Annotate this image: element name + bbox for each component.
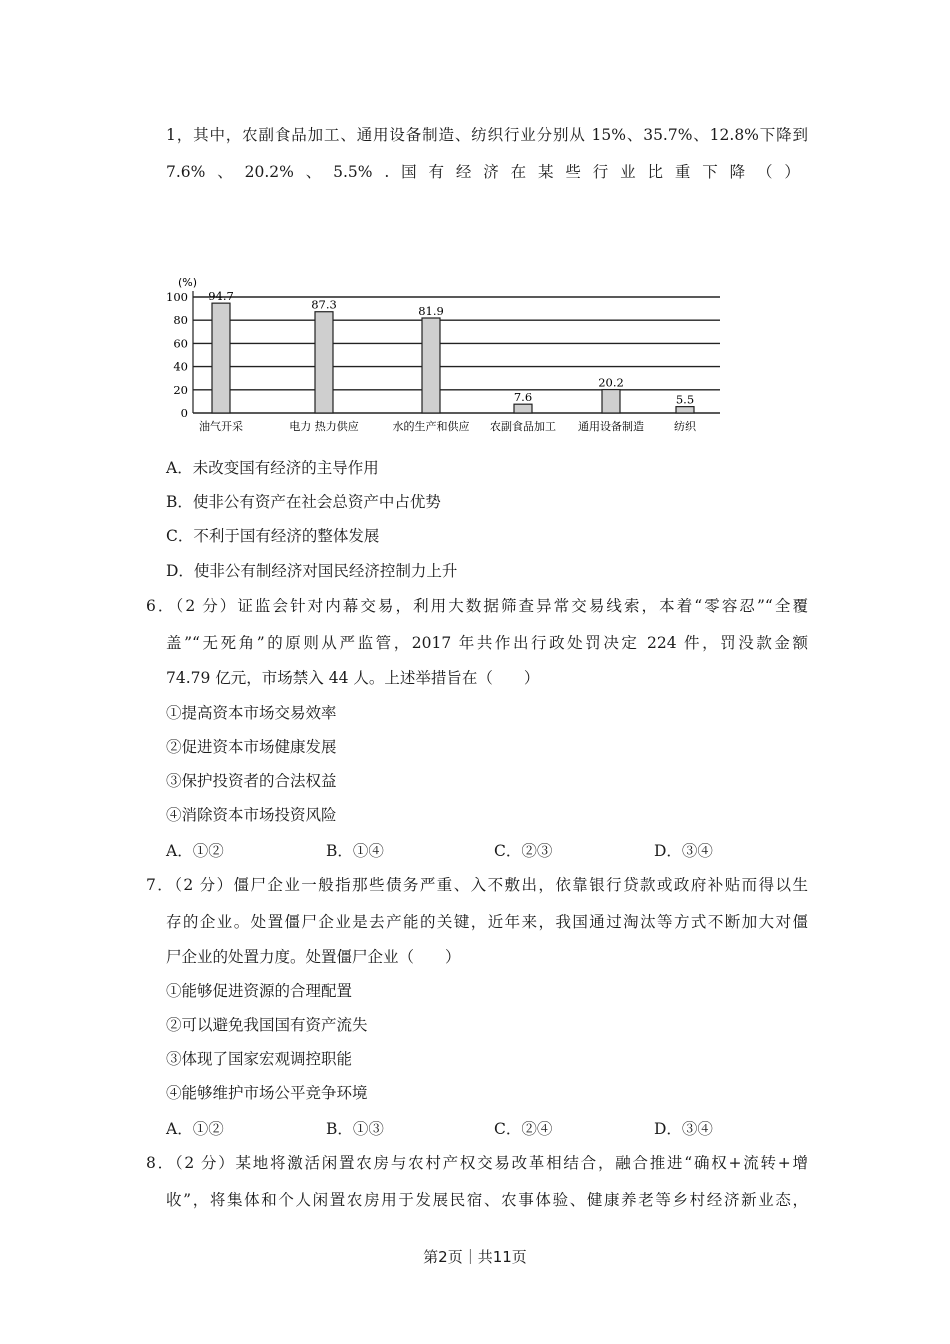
q7-item-4: ④能够维护市场公平竞争环境 <box>166 1084 368 1102</box>
bar-chart <box>160 270 730 440</box>
y-tick-label: 100 <box>166 290 188 304</box>
x-category-label: 水的生产和供应 <box>392 420 470 433</box>
q5-option-b: B．使非公有资产在社会总资产中占优势 <box>166 493 441 511</box>
intro-line-2-part: 济 <box>483 163 499 181</box>
q7-choice-c: C．②④ <box>494 1120 553 1138</box>
bar <box>514 404 532 413</box>
q7-item-1: ①能够促进资源的合理配置 <box>166 982 353 1000</box>
intro-line-2-part: 7.6% <box>166 163 206 181</box>
y-tick-label: 20 <box>173 382 188 397</box>
intro-line-2-part: 比 <box>647 163 664 181</box>
page-footer: 第2页｜共11页 <box>423 1248 527 1266</box>
y-axis-unit-label: (%) <box>178 276 198 289</box>
bar-value-label: 20.2 <box>598 375 624 390</box>
q5-option-a: A．未改变国有经济的主导作用 <box>166 459 379 477</box>
q7-choice-a: A．①② <box>166 1120 224 1138</box>
intro-line-2-part: 5.5% <box>333 163 373 181</box>
q6-choice-a: A．①② <box>166 842 224 860</box>
intro-line-2-part: 、 <box>217 163 233 181</box>
bar-value-label: 7.6 <box>513 390 533 405</box>
y-tick-label: 80 <box>173 313 188 328</box>
q6-stem-line-2: 盖”“无死角”的原则从严监管，2017 年共作出行政处罚决定 224 件，罚没款金额 <box>166 634 808 652</box>
intro-line-2-part: 些 <box>565 163 581 181</box>
intro-line-1: 1，其中，农副食品加工、通用设备制造、纺织行业分别从 15%、35.7%、12.8%下降到 <box>166 126 808 144</box>
intro-line-2-part: 有 <box>428 163 445 181</box>
q6-choice-d: D．③④ <box>654 842 713 860</box>
y-tick-label: 40 <box>173 359 188 374</box>
intro-line-2-part: （ <box>757 163 773 181</box>
intro-line-2-part: 经 <box>455 163 472 181</box>
q6-choice-c: C．②③ <box>494 842 553 860</box>
q8-stem-line-1: 8．（2 分）某地将激活闲置农房与农村产权交易改革相结合，融合推进“确权+流转+增 <box>146 1154 808 1172</box>
intro-line-2-part: 某 <box>538 163 554 181</box>
bar-value-label: 81.9 <box>418 303 444 318</box>
y-tick-label: 0 <box>180 406 188 420</box>
bar <box>212 303 230 413</box>
intro-line-2-part: 行 <box>592 163 609 181</box>
q7-stem-line-2: 存的企业。处置僵尸企业是去产能的关键，近年来，我国通过淘汰等方式不断加大对僵 <box>166 913 808 931</box>
x-category-label: 通用设备制造 <box>578 420 644 433</box>
bar <box>315 312 333 413</box>
intro-line-2-part: ） <box>784 163 800 181</box>
intro-line-2-part: 降 <box>729 163 746 181</box>
intro-line-2-part: . <box>384 163 390 181</box>
q7-choice-b: B．①③ <box>326 1120 384 1138</box>
intro-line-2-part: 、 <box>305 163 322 181</box>
q5-option-d: D．使非公有制经济对国民经济控制力上升 <box>166 562 458 580</box>
bar-value-label: 94.7 <box>208 289 234 304</box>
q6-choices <box>166 840 808 862</box>
intro-line-2-part: 国 <box>401 163 417 181</box>
y-tick-label: 60 <box>173 336 188 351</box>
intro-line-2-part: 重 <box>674 163 691 181</box>
q6-item-4: ④消除资本市场投资风险 <box>166 806 337 824</box>
q7-choice-d: D．③④ <box>654 1120 713 1138</box>
q7-stem-line-1: 7．（2 分）僵尸企业一般指那些债务严重、入不敷出，依靠银行贷款或政府补贴而得以生 <box>146 876 808 894</box>
q7-item-2: ②可以避免我国国有资产流失 <box>166 1016 368 1034</box>
q7-choices <box>166 1118 808 1140</box>
q6-item-1: ①提高资本市场交易效率 <box>166 704 337 722</box>
bar-value-label: 87.3 <box>311 297 337 312</box>
q6-stem-line-1: 6．（2 分）证监会针对内幕交易，利用大数据筛查异常交易线索，本着“零容忍”“全覆 <box>146 597 808 615</box>
q7-item-3: ③体现了国家宏观调控职能 <box>166 1050 353 1068</box>
q6-stem-line-3: 74.79 亿元，市场禁入 44 人。上述举措旨在（ ） <box>166 669 540 687</box>
q5-option-c: C．不利于国有经济的整体发展 <box>166 527 380 545</box>
q6-item-3: ③保护投资者的合法权益 <box>166 772 337 790</box>
intro-line-2-part: 业 <box>620 163 636 181</box>
bar <box>676 407 694 413</box>
x-category-label: 纺织 <box>674 420 696 433</box>
x-category-label: 电力 热力供应 <box>289 420 359 433</box>
intro-line-2-text <box>166 161 800 183</box>
bar <box>602 390 620 413</box>
bar <box>422 318 440 413</box>
q8-stem-line-2: 收”，将集体和个人闲置农房用于发展民宿、农事体验、健康养老等乡村经济新业态， <box>166 1191 808 1209</box>
intro-line-2-part: 下 <box>702 163 718 181</box>
x-category-label: 农副食品加工 <box>490 420 556 433</box>
intro-line-2-part: 在 <box>510 163 527 181</box>
x-category-label: 油气开采 <box>199 420 243 433</box>
q7-stem-line-3: 尸企业的处置力度。处置僵尸企业（ ） <box>166 948 461 966</box>
intro-line-2-part: 20.2% <box>244 163 294 181</box>
q6-choice-b: B．①④ <box>326 842 384 860</box>
bar-value-label: 5.5 <box>675 392 695 407</box>
intro-line-2 <box>166 161 808 183</box>
q6-item-2: ②促进资本市场健康发展 <box>166 738 337 756</box>
